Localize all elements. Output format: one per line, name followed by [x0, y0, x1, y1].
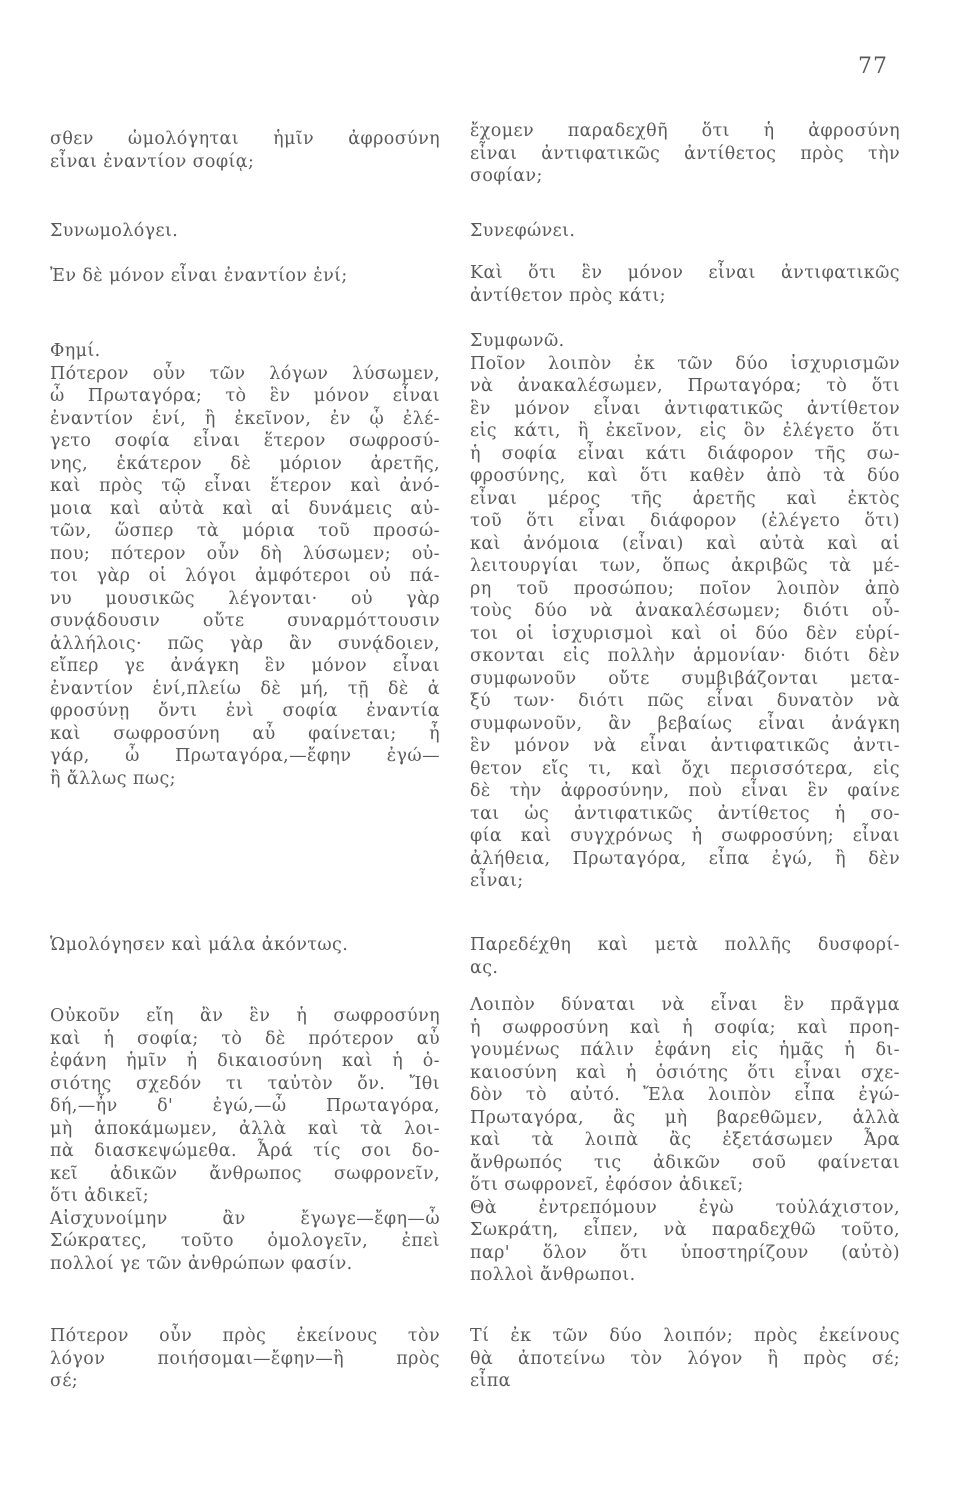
text-line: πολλοὶ ἄνθρωποι.	[470, 1265, 636, 1285]
text-line: Παρεδέχθη καὶ μετὰ πολλῆς δυσφορί-	[470, 935, 900, 955]
text-line: σκονται εἰς πολλὴν ἁρμονίαν· διότι δὲν	[470, 646, 900, 666]
text-line: Συνωμολόγει.	[50, 221, 179, 241]
text-line: τοι γὰρ οἱ λόγοι ἀμφότεροι οὐ πά-	[50, 566, 440, 586]
text-line: Αἰσχυνοίμην ἂν ἔγωγε—ἔφη—ὦ	[50, 1208, 440, 1229]
text-line: θετον εἴς τι, καὶ ὄχι περισσότερα, εἰς	[470, 758, 900, 779]
paragraph	[470, 934, 900, 979]
text-line: γετο σοφία εἶναι ἕτερον σωφροσύ-	[50, 431, 440, 451]
text-line: καὶ πρὸς τῷ εἶναι ἕτερον καὶ ἀνό-	[50, 476, 440, 496]
text-line: σιότης σχεδόν τι ταὐτὸν ὄν. Ἴθι	[50, 1073, 440, 1094]
text-line: εἶπα	[470, 1371, 511, 1391]
text-line: ἐναντίον ἑνί,πλείω δὲ μή, τῇ δὲ ἀ	[50, 678, 440, 699]
text-line: παρ' ὅλον ὅτι ὑποστηρίζουν (αὐτὸ)	[470, 1242, 900, 1263]
paragraph	[470, 1325, 900, 1393]
text-line: ὦ Πρωταγόρα; τὸ ἓν μόνον εἶναι	[50, 386, 440, 406]
text-line: Ἐν δὲ μόνον εἶναι ἐναντίον ἑνί;	[50, 266, 348, 286]
text-line: φροσύνῃ ὄντι ἑνὶ σοφία ἐναντία	[50, 701, 440, 721]
text-line: ἓν μόνον νὰ εἶναι ἀντιφατικῶς ἀντι-	[470, 736, 900, 756]
text-line: νυ μουσικῶς λέγονται· οὐ γὰρ	[50, 588, 440, 609]
paragraph	[50, 340, 440, 790]
text-line: καὶ ἡ σοφία; τὸ δὲ πρότερον αὖ	[50, 1028, 440, 1049]
text-line: ἀντίθετον πρὸς κάτι;	[470, 285, 666, 306]
text-line: λόγον ποιήσομαι—ἔφην—ἢ πρὸς	[50, 1348, 440, 1369]
text-line: Πρωταγόρα, ἂς μὴ βαρεθῶμεν, ἀλλὰ	[470, 1107, 900, 1128]
text-line: ρη τοῦ προσώπου; ποῖον λοιπὸν ἀπὸ	[470, 578, 900, 599]
text-line: θὰ ἀποτείνω τὸν λόγον ἢ πρὸς σέ;	[470, 1348, 900, 1369]
text-line: καὶ ἀνόμοια (εἶναι) καὶ αὐτὰ καὶ αἱ	[470, 533, 900, 554]
text-line: Οὐκοῦν εἴη ἂν ἓν ἡ σωφροσύνη	[50, 1006, 440, 1026]
paragraph	[470, 220, 900, 243]
text-line: δή,—ἦν δ' ἐγώ,—ὦ Πρωταγόρα,	[50, 1096, 440, 1116]
paragraph	[470, 262, 900, 307]
text-line: τοῦ ὅτι εἶναι διάφορον (ἐλέγετο ὅτι)	[470, 511, 900, 531]
text-line: νὰ ἀνακαλέσωμεν, Πρωταγόρα; τὸ ὅτι	[470, 376, 900, 396]
text-line: τῶν, ὥσπερ τὰ μόρια τοῦ προσώ-	[50, 521, 440, 541]
text-line: καὶ σωφροσύνη αὖ φαίνεται; ἦ	[50, 723, 440, 744]
text-line: εἶναι;	[470, 871, 524, 891]
text-line: δὲ τὴν ἀφροσύνην, ποὺ εἶναι ἓν φαίνε	[470, 781, 900, 801]
text-line: ἀλλήλοις· πῶς γὰρ ἂν συνᾴδοιεν,	[50, 633, 440, 654]
text-line: Σωκράτη, εἶπεν, νὰ παραδεχθῶ τοῦτο,	[470, 1220, 900, 1240]
text-line: Λοιπὸν δύναται νὰ εἶναι ἓν πρᾶγμα	[470, 995, 900, 1015]
text-line: εἶναι ἐναντίον σοφίᾳ;	[50, 151, 255, 172]
text-line: γάρ, ὦ Πρωταγόρα,—ἔφην ἐγώ—	[50, 746, 440, 766]
text-line: ἡ σωφροσύνη καὶ ἡ σοφία; καὶ προη-	[470, 1017, 900, 1038]
text-line: λειτουργίαι των, ὅπως ἀκριβῶς τὰ μέ-	[470, 556, 900, 576]
text-line: σθεν ὡμολόγηται ἡμῖν ἀφροσύνη	[50, 129, 440, 149]
text-line: Συμφωνῶ.	[470, 331, 565, 351]
text-line: εἶναι μέρος τῆς ἀρετῆς καὶ ἐκτὸς	[470, 488, 900, 509]
text-line: πολλοί γε τῶν ἀνθρώπων φασίν.	[50, 1253, 353, 1274]
text-line: σοφίαν;	[470, 166, 543, 186]
text-line: σέ;	[50, 1371, 79, 1391]
text-line: πὰ διασκεψώμεθα. Ἆρά τίς σοι δο-	[50, 1141, 440, 1161]
text-line: ἢ ἄλλως πως;	[50, 768, 176, 789]
text-line: εἴπερ γε ἀνάγκη ἓν μόνον εἶναι	[50, 656, 440, 676]
text-line: ἐφάνη ἡμῖν ἡ δικαιοσύνη καὶ ἡ ὁ-	[50, 1051, 440, 1071]
text-line: ἔχομεν παραδεχθῆ ὅτι ἡ ἀφροσύνη	[470, 121, 900, 141]
text-line: ξύ των· διότι πῶς εἶναι δυνατὸν νὰ	[470, 691, 900, 711]
text-line: τοι οἱ ἰσχυρισμοὶ καὶ οἱ δύο δὲν εὑρί-	[470, 623, 900, 644]
text-line: ἄνθρωπός τις ἀδικῶν σοῦ φαίνεται	[470, 1152, 900, 1173]
text-line: ἀλήθεια, Πρωταγόρα, εἶπα ἐγώ, ἢ δὲν	[470, 848, 900, 869]
paragraph	[470, 120, 900, 188]
paragraph	[50, 1325, 440, 1393]
text-line: συμφωνοῦν, ἂν βεβαίως εἶναι ἀνάγκη	[470, 713, 900, 734]
text-line: Φημί.	[50, 341, 101, 361]
text-line: μὴ ἀποκάμωμεν, ἀλλὰ καὶ τὰ λοι-	[50, 1118, 440, 1139]
paragraph	[50, 220, 440, 243]
text-line: τοὺς δύο νὰ ἀνακαλέσωμεν; διότι οὗ-	[470, 601, 900, 621]
text-line: Καὶ ὅτι ἓν μόνον εἶναι ἀντιφατικῶς	[470, 263, 900, 283]
text-line: νης, ἑκάτερον δὲ μόριον ἀρετῆς,	[50, 453, 440, 474]
text-line: που; πότερον οὖν δὴ λύσωμεν; οὐ-	[50, 543, 440, 564]
paragraph	[50, 1005, 440, 1275]
text-line: καιοσύνη καὶ ἡ ὁσιότης ὅτι εἶναι σχε-	[470, 1062, 900, 1083]
paragraph	[470, 330, 900, 893]
text-line: φροσύνης, καὶ ὅτι καθὲν ἀπὸ τὰ δύο	[470, 466, 900, 486]
text-line: κεῖ ἀδικῶν ἄνθρωπος σωφρονεῖν,	[50, 1163, 440, 1184]
text-line: φία καὶ συγχρόνως ἡ σωφροσύνη; εἶναι	[470, 826, 900, 846]
text-line: ἡ σοφία εἶναι κάτι διάφορον τῆς σω-	[470, 443, 900, 464]
paragraph	[50, 934, 440, 957]
paragraph	[50, 265, 440, 288]
text-line: Πότερον οὖν πρὸς ἐκείνους τὸν	[50, 1326, 440, 1346]
text-line: Πότερον οὖν τῶν λόγων λύσωμεν,	[50, 363, 440, 384]
text-line: μοια καὶ αὐτὰ καὶ αἱ δυνάμεις αὐ-	[50, 498, 440, 519]
text-line: συνᾴδουσιν οὔτε συναρμόττουσιν	[50, 611, 440, 631]
text-line: εἶναι ἀντιφατικῶς ἀντίθετος πρὸς τὴν	[470, 143, 900, 164]
text-line: γουμένως πάλιν ἐφάνη εἰς ἡμᾶς ἡ δι-	[470, 1040, 900, 1060]
paragraph	[50, 128, 440, 173]
text-line: Ποῖον λοιπὸν ἐκ τῶν δύο ἰσχυρισμῶν	[470, 353, 900, 374]
paragraph	[470, 994, 900, 1287]
text-line: Ὡμολόγησεν καὶ μάλα ἀκόντως.	[50, 935, 349, 955]
text-line: ται ὡς ἀντιφατικῶς ἀντίθετος ἡ σο-	[470, 803, 900, 824]
text-line: ἐναντίον ἑνί, ἢ ἐκεῖνον, ἐν ᾧ ἐλέ-	[50, 408, 440, 429]
text-line: ἓν μόνον εἶναι ἀντιφατικῶς ἀντίθετον	[470, 398, 900, 419]
text-line: ὅτι σωφρονεῖ, ἐφόσον ἀδικεῖ;	[470, 1175, 744, 1195]
text-line: Σώκρατες, τοῦτο ὁμολογεῖν, ἐπεὶ	[50, 1231, 440, 1251]
page-number: 77	[858, 54, 888, 79]
text-line: Θὰ ἐντρεπόμουν ἐγὼ τοὐλάχιστον,	[470, 1197, 900, 1218]
text-line: εἰς κάτι, ἢ ἐκεῖνον, εἰς ὃν ἐλέγετο ὅτι	[470, 421, 900, 441]
text-line: δὸν τὸ αὐτό. Ἔλα λοιπὸν εἶπα ἐγώ-	[470, 1085, 900, 1105]
text-line: καὶ τὰ λοιπὰ ἂς ἐξετάσωμεν Ἆρα	[470, 1130, 900, 1150]
text-line: Τί ἐκ τῶν δύο λοιπόν; πρὸς ἐκείνους	[470, 1326, 900, 1346]
text-line: ας.	[470, 957, 499, 978]
text-line: ὅτι ἀδικεῖ;	[50, 1186, 150, 1206]
text-line: Συνεφώνει.	[470, 221, 576, 241]
text-line: συμφωνοῦν οὔτε συμβιβάζονται μετα-	[470, 668, 900, 689]
